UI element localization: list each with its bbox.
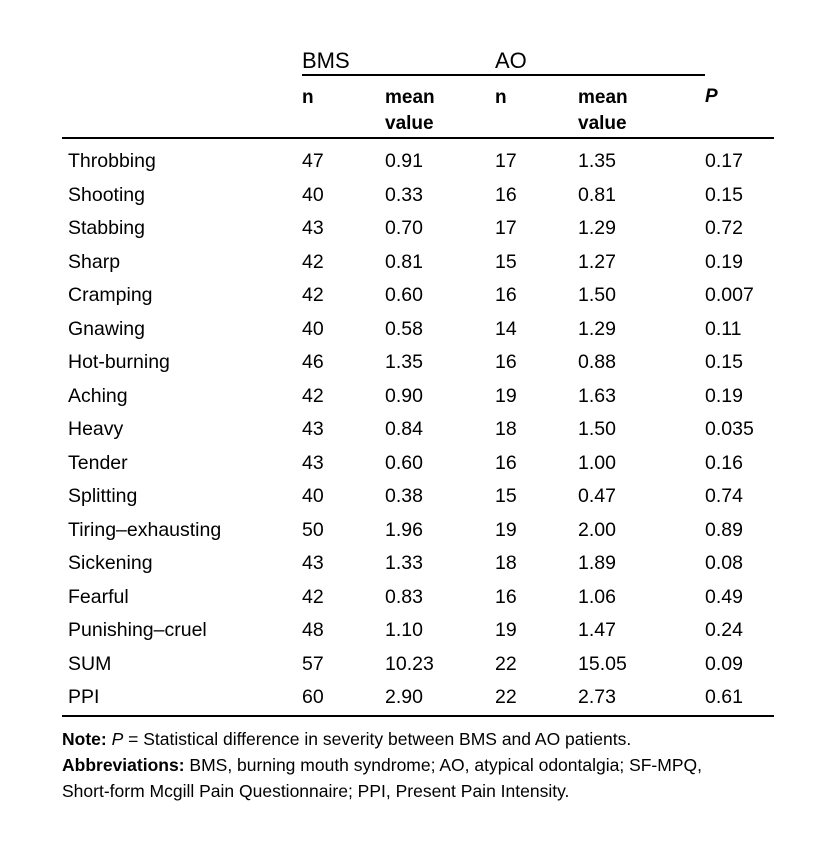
row-bms-mean: 0.38 (385, 485, 423, 508)
row-ao-n: 18 (495, 418, 517, 441)
column-header-p: P (705, 86, 718, 107)
row-ao-n: 22 (495, 686, 517, 709)
row-bms-n: 43 (302, 217, 324, 240)
row-bms-mean: 0.70 (385, 217, 423, 240)
row-ao-mean: 15.05 (578, 652, 627, 675)
column-header-ao-n: n (495, 87, 507, 108)
row-bms-mean: 0.58 (385, 317, 423, 340)
table-row (62, 413, 774, 447)
footnote-note-text: = Statistical difference in severity between BMS and AO patients. (123, 729, 632, 749)
row-bms-n: 40 (302, 317, 324, 340)
column-header-bms-mean-line2: value (385, 113, 434, 134)
row-label: Heavy (68, 418, 124, 441)
row-label: Tender (68, 451, 128, 474)
row-p: 0.49 (705, 585, 743, 608)
row-ao-mean: 1.50 (578, 418, 616, 441)
row-bms-mean: 1.35 (385, 351, 423, 374)
footnote-note (62, 726, 778, 752)
footnote-abbr-label: Abbreviations: (62, 755, 185, 775)
header-bottom-rule (62, 138, 774, 145)
table-row (62, 145, 774, 179)
row-ao-mean: 1.29 (578, 317, 616, 340)
table-bottom-rule (62, 716, 774, 723)
pain-descriptor-table (62, 36, 774, 723)
row-p: 0.16 (705, 451, 743, 474)
row-ao-n: 16 (495, 284, 517, 307)
table-row (62, 514, 774, 548)
column-header-bms-mean (385, 75, 495, 138)
row-ao-n: 16 (495, 585, 517, 608)
column-header-ao-mean-line2: value (578, 113, 627, 134)
row-bms-mean: 0.83 (385, 585, 423, 608)
row-p: 0.15 (705, 351, 743, 374)
row-label: Gnawing (68, 317, 145, 340)
row-p: 0.08 (705, 552, 743, 575)
row-ao-mean: 1.35 (578, 150, 616, 173)
row-ao-mean: 1.50 (578, 284, 616, 307)
row-label: PPI (68, 686, 100, 709)
row-ao-n: 17 (495, 150, 517, 173)
row-label: Throbbing (68, 150, 156, 173)
row-bms-n: 60 (302, 686, 324, 709)
column-header-bms-n: n (302, 87, 314, 108)
row-label: Stabbing (68, 217, 145, 240)
row-bms-n: 43 (302, 552, 324, 575)
row-label: Fearful (68, 585, 129, 608)
row-bms-n: 40 (302, 183, 324, 206)
table-row (62, 648, 774, 682)
group-header-spacer (62, 36, 302, 75)
row-ao-mean: 2.73 (578, 686, 616, 709)
row-ao-n: 15 (495, 250, 517, 273)
row-bms-n: 57 (302, 652, 324, 675)
row-bms-mean: 0.33 (385, 183, 423, 206)
row-ao-mean: 1.63 (578, 384, 616, 407)
row-ao-mean: 1.29 (578, 217, 616, 240)
row-ao-n: 17 (495, 217, 517, 240)
row-ao-n: 16 (495, 351, 517, 374)
row-ao-n: 14 (495, 317, 517, 340)
row-bms-n: 42 (302, 284, 324, 307)
row-p: 0.89 (705, 518, 743, 541)
footnote-note-label: Note: (62, 729, 107, 749)
row-bms-mean: 0.90 (385, 384, 423, 407)
table-row (62, 480, 774, 514)
row-bms-mean: 1.96 (385, 518, 423, 541)
row-bms-mean: 0.84 (385, 418, 423, 441)
header-rule-cell (62, 138, 774, 145)
row-ao-mean: 0.81 (578, 183, 616, 206)
row-ao-n: 19 (495, 518, 517, 541)
row-ao-n: 19 (495, 619, 517, 642)
row-bms-n: 47 (302, 150, 324, 173)
row-bms-n: 43 (302, 451, 324, 474)
row-ao-mean: 0.88 (578, 351, 616, 374)
row-p: 0.19 (705, 384, 743, 407)
table-row (62, 279, 774, 313)
row-ao-mean: 1.89 (578, 552, 616, 575)
row-p: 0.72 (705, 217, 743, 240)
row-label: Hot-burning (68, 351, 170, 374)
row-ao-n: 18 (495, 552, 517, 575)
row-label: Sharp (68, 250, 121, 273)
row-ao-mean: 1.06 (578, 585, 616, 608)
row-bms-mean: 0.60 (385, 284, 423, 307)
group-header-bms: BMS (302, 36, 495, 75)
table-row (62, 614, 774, 648)
row-bms-mean: 0.91 (385, 150, 423, 173)
row-bms-mean: 0.60 (385, 451, 423, 474)
row-label: Punishing–cruel (68, 619, 207, 642)
table-row (62, 346, 774, 380)
row-ao-n: 16 (495, 183, 517, 206)
table-row (62, 447, 774, 481)
table-row (62, 313, 774, 347)
table-row (62, 246, 774, 280)
row-bms-mean: 0.81 (385, 250, 423, 273)
table-row (62, 380, 774, 414)
row-label: Aching (68, 384, 128, 407)
row-bms-n: 46 (302, 351, 324, 374)
row-bms-n: 42 (302, 384, 324, 407)
row-ao-mean: 1.00 (578, 451, 616, 474)
row-bms-mean: 10.23 (385, 652, 434, 675)
column-header-row (62, 75, 774, 138)
group-header-row (62, 36, 774, 75)
footnote-abbreviations (62, 752, 778, 778)
row-label: Tiring–exhausting (68, 518, 222, 541)
bottom-rule-cell (62, 716, 774, 723)
row-bms-n: 42 (302, 585, 324, 608)
row-ao-mean: 1.47 (578, 619, 616, 642)
row-bms-mean: 1.33 (385, 552, 423, 575)
row-bms-mean: 2.90 (385, 686, 423, 709)
column-header-ao-mean (578, 75, 705, 138)
row-ao-mean: 2.00 (578, 518, 616, 541)
row-label: SUM (68, 652, 112, 675)
row-p: 0.61 (705, 686, 743, 709)
row-ao-n: 19 (495, 384, 517, 407)
footnote-abbr-line1: BMS, burning mouth syndrome; AO, atypical odontalgia; SF-MPQ, (184, 755, 702, 775)
row-p: 0.11 (705, 317, 742, 340)
row-p: 0.19 (705, 250, 743, 273)
row-ao-n: 15 (495, 485, 517, 508)
row-p: 0.035 (705, 418, 754, 441)
row-bms-n: 42 (302, 250, 324, 273)
row-label: Splitting (68, 485, 138, 508)
footnote-abbreviations-line2: Short-form Mcgill Pain Questionnaire; PPI, Present Pain Intensity. (62, 781, 570, 801)
column-header-ao-mean-line1: mean (578, 87, 628, 108)
table-row (62, 547, 774, 581)
row-bms-mean: 1.10 (385, 619, 423, 642)
row-bms-n: 50 (302, 518, 324, 541)
group-header-p-spacer (705, 36, 774, 75)
table-row (62, 212, 774, 246)
table-row (62, 581, 774, 615)
row-bms-n: 43 (302, 418, 324, 441)
row-ao-n: 16 (495, 451, 517, 474)
row-bms-n: 48 (302, 619, 324, 642)
row-label: Cramping (68, 284, 153, 307)
row-bms-n: 40 (302, 485, 324, 508)
row-p: 0.007 (705, 284, 754, 307)
row-ao-mean: 1.27 (578, 250, 616, 273)
column-header-label (62, 75, 302, 138)
row-p: 0.74 (705, 485, 743, 508)
row-ao-n: 22 (495, 652, 517, 675)
group-header-ao: AO (495, 36, 705, 75)
row-p: 0.15 (705, 183, 743, 206)
row-ao-mean: 0.47 (578, 485, 616, 508)
row-label: Sickening (68, 552, 153, 575)
row-label: Shooting (68, 183, 145, 206)
footnotes (62, 726, 778, 804)
footnote-p-symbol: P (111, 729, 124, 749)
table-row (62, 179, 774, 213)
row-p: 0.17 (705, 150, 743, 173)
row-p: 0.24 (705, 619, 743, 642)
table-row (62, 681, 774, 716)
column-header-bms-mean-line1: mean (385, 87, 435, 108)
row-p: 0.09 (705, 652, 743, 675)
